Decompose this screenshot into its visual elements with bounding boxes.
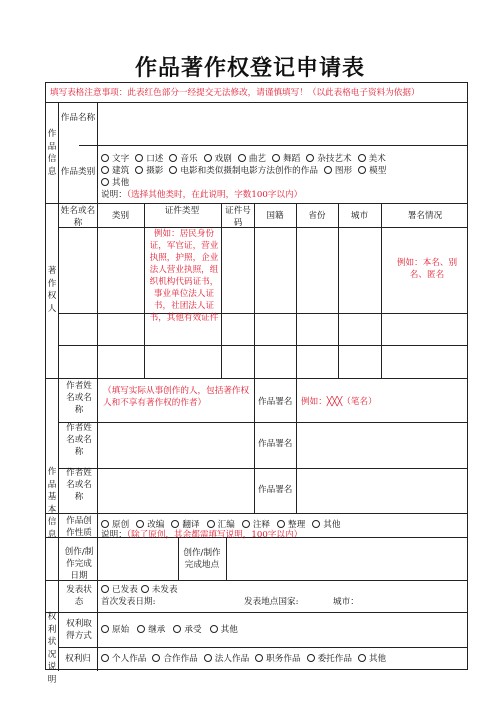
creation-nature-option-label: 其他 xyxy=(323,520,341,530)
radio-circle-icon[interactable] xyxy=(307,654,315,662)
work-category-option-label: 其他 xyxy=(112,178,130,188)
radio-circle-icon[interactable] xyxy=(171,520,179,528)
row-divider xyxy=(46,203,467,204)
radio-circle-icon[interactable] xyxy=(277,520,285,528)
completion-place-field[interactable] xyxy=(227,538,467,579)
radio-circle-icon[interactable] xyxy=(141,585,149,593)
rights-belong-option[interactable] xyxy=(307,654,352,664)
rights-acquire-option[interactable] xyxy=(173,625,201,635)
creation-nature-option-label: 原创 xyxy=(112,520,130,530)
rights-acquire-option[interactable] xyxy=(101,625,129,635)
rights-acquire-option-label: 承受 xyxy=(184,625,202,635)
rights-acquire-option[interactable] xyxy=(210,625,238,635)
col-divider xyxy=(58,378,59,612)
radio-circle-icon[interactable] xyxy=(272,154,280,162)
col-divider xyxy=(97,378,98,671)
radio-circle-icon[interactable] xyxy=(135,154,143,162)
col-divider xyxy=(381,203,382,378)
work-category-option[interactable] xyxy=(135,154,163,164)
publish-country-label: 发表地点国家: xyxy=(244,597,299,607)
work-category-option-label: 建筑 xyxy=(112,166,130,176)
col-divider xyxy=(296,203,297,378)
radio-circle-icon[interactable] xyxy=(136,520,144,528)
form-title: 作品著作权登记申请表 xyxy=(134,55,365,81)
work-category-option[interactable] xyxy=(358,154,386,164)
row-divider xyxy=(58,468,467,469)
basic-info-section-label: 作品基本信息 xyxy=(47,467,57,540)
row-divider xyxy=(58,345,467,346)
rights-acquire-option[interactable] xyxy=(137,625,165,635)
work-category-option[interactable] xyxy=(101,166,129,176)
row-divider xyxy=(58,227,467,228)
work-category-option-label: 图形 xyxy=(334,166,353,176)
work-category-option-label: 杂技艺术 xyxy=(317,154,352,164)
radio-circle-icon[interactable] xyxy=(101,585,109,593)
header-signature: 署名情况 xyxy=(407,211,443,221)
work-category-option[interactable] xyxy=(358,166,386,176)
work-category-option[interactable] xyxy=(101,178,129,188)
row-divider xyxy=(46,378,467,379)
completion-date-label: 创作/制作完成日期 xyxy=(64,547,94,581)
completion-place-label: 创作/制作完成地点 xyxy=(183,548,221,570)
radio-circle-icon[interactable] xyxy=(101,178,109,186)
creation-nature-label: 作品创作性质 xyxy=(66,516,92,538)
work-category-option-label: 文字 xyxy=(112,154,130,164)
header-id-number: 证件号码 xyxy=(225,206,251,228)
author-name-label: 作者姓名或名称 xyxy=(66,381,92,415)
rights-belong-option-label: 其他 xyxy=(368,654,387,664)
radio-circle-icon[interactable] xyxy=(358,166,366,174)
rights-acquire-option-label: 原始 xyxy=(112,625,130,635)
col-divider xyxy=(178,537,179,580)
rights-belong-option[interactable] xyxy=(255,654,300,664)
publish-status-option-label: 未发表 xyxy=(151,585,178,595)
publish-status-label: 发表状态 xyxy=(66,585,92,607)
col-divider xyxy=(296,378,297,513)
radio-circle-icon[interactable] xyxy=(152,654,160,662)
explain-hint: （选择其他类时，在此说明，字数100字以内） xyxy=(126,190,303,200)
first-publish-date-label: 首次发表日期: xyxy=(101,597,156,607)
radio-circle-icon[interactable] xyxy=(101,520,109,528)
col-divider xyxy=(254,203,255,378)
rights-belong-option-label: 合作作品 xyxy=(163,654,198,664)
work-category-option-label: 曲艺 xyxy=(248,154,267,164)
radio-circle-icon[interactable] xyxy=(242,520,250,528)
row-divider xyxy=(58,422,467,423)
rights-acquire-option-label: 其他 xyxy=(220,625,238,635)
radio-circle-icon[interactable] xyxy=(173,625,181,633)
radio-circle-icon[interactable] xyxy=(210,625,218,633)
creation-nature-option-label: 汇编 xyxy=(217,520,235,530)
rights-acquire-option-label: 继承 xyxy=(148,625,166,635)
header-city: 城市 xyxy=(350,211,369,221)
rights-belong-option[interactable] xyxy=(101,654,146,664)
radio-circle-icon[interactable] xyxy=(135,166,143,174)
work-category-option-label: 美术 xyxy=(368,154,386,164)
row-divider xyxy=(58,313,467,314)
col-divider xyxy=(338,203,339,378)
work-signature-example[interactable]: 例如：╳╳╳（笔名） xyxy=(301,397,377,407)
work-category-options-row2[interactable] xyxy=(101,165,392,177)
work-category-options-row1[interactable] xyxy=(101,153,392,165)
radio-circle-icon[interactable] xyxy=(324,166,332,174)
rights-belong-option-label: 法人作品 xyxy=(214,654,250,664)
radio-circle-icon[interactable] xyxy=(358,154,366,162)
work-category-option-label: 戏剧 xyxy=(214,154,232,164)
radio-circle-icon[interactable] xyxy=(207,520,215,528)
header-province: 省份 xyxy=(308,211,326,221)
rights-belong-options[interactable] xyxy=(101,653,392,665)
creation-nature-option-label: 整理 xyxy=(288,520,306,530)
work-category-option[interactable] xyxy=(324,166,352,176)
creation-nature-option-label: 注释 xyxy=(252,520,271,530)
rights-acquire-options[interactable] xyxy=(101,624,246,636)
col-divider xyxy=(97,203,98,378)
work-category-option[interactable] xyxy=(169,154,197,164)
row-divider xyxy=(46,612,467,613)
row-divider xyxy=(58,647,467,648)
work-category-option-label: 模型 xyxy=(369,166,387,176)
rights-belong-option[interactable] xyxy=(204,654,249,664)
work-category-option[interactable] xyxy=(306,154,351,164)
radio-circle-icon[interactable] xyxy=(255,654,263,662)
work-info-section-label: 作品信息 xyxy=(47,129,57,177)
rights-belong-option-label: 职务作品 xyxy=(266,654,301,664)
rights-section-label: 权利状况说明 xyxy=(47,612,57,685)
rights-belong-option[interactable] xyxy=(152,654,197,664)
work-category-option-label: 舞蹈 xyxy=(283,154,301,164)
completion-date-field[interactable] xyxy=(98,538,177,579)
work-category-option-label: 口述 xyxy=(146,154,164,164)
col-divider xyxy=(58,102,59,203)
publish-status-option[interactable] xyxy=(101,585,138,595)
row-divider xyxy=(46,513,467,514)
work-category-explain[interactable] xyxy=(101,189,302,201)
radio-circle-icon[interactable] xyxy=(101,625,109,633)
work-signature-label-2: 作品署名 xyxy=(258,439,293,449)
col-divider xyxy=(144,203,145,378)
col-divider xyxy=(58,612,59,671)
publish-status-option-label: 已发表 xyxy=(112,585,138,595)
header-id-type: 证件类型 xyxy=(164,206,200,216)
rights-acquire-label: 权利取得方式 xyxy=(66,619,92,641)
work-name-field[interactable] xyxy=(98,103,467,145)
work-category-options-row3[interactable] xyxy=(101,177,135,189)
work-category-option-label: 摄影 xyxy=(146,166,164,176)
work-category-label: 作品类别 xyxy=(60,167,96,177)
header-name: 姓名或名称 xyxy=(60,206,96,228)
explain-label: 说明： xyxy=(101,190,127,200)
author-section-label: 著作权人 xyxy=(47,266,57,314)
publish-status-options[interactable] xyxy=(101,584,181,596)
nature-explain-hint: （除了原创，其余都需填写说明，100字以内） xyxy=(126,530,303,540)
rights-belong-option-label: 个人作品 xyxy=(112,654,147,664)
creation-nature-option[interactable] xyxy=(312,520,340,530)
work-signature-label-3: 作品署名 xyxy=(258,485,293,495)
radio-circle-icon[interactable] xyxy=(101,166,109,174)
work-category-option-label: 电影和类似摄制电影方法创作的作品 xyxy=(180,166,318,176)
application-form xyxy=(45,82,468,685)
radio-circle-icon[interactable] xyxy=(312,520,320,528)
row-divider xyxy=(79,145,467,146)
radio-circle-icon[interactable] xyxy=(204,654,212,662)
work-category-option[interactable] xyxy=(101,154,129,164)
radio-circle-icon[interactable] xyxy=(169,154,177,162)
author-name-label-3: 作者姓名或名称 xyxy=(66,468,92,502)
col-divider xyxy=(58,203,59,378)
radio-circle-icon[interactable] xyxy=(204,154,212,162)
work-name-label: 作品名称 xyxy=(60,113,96,123)
radio-circle-icon[interactable] xyxy=(169,166,177,174)
col-divider xyxy=(221,203,222,378)
author-name-label-2: 作者姓名或名称 xyxy=(66,423,92,457)
radio-circle-icon[interactable] xyxy=(358,654,366,662)
nature-explain-label: 说明： xyxy=(101,530,127,540)
id-type-example: 例如：居民身份证，军官证，营业执照，护照，企业法人营业执照，组织机构代码证书，事业单位法人证书，社团法人证书，其他有效证件 xyxy=(149,229,219,323)
row-divider xyxy=(46,580,467,581)
rights-belong-label: 权利归 xyxy=(65,654,91,664)
rights-belong-option[interactable] xyxy=(358,654,386,664)
signature-example: 例如：本名、别名、匿名 xyxy=(396,258,458,280)
work-category-option[interactable] xyxy=(135,166,163,176)
header-category: 类别 xyxy=(111,211,130,221)
radio-circle-icon[interactable] xyxy=(238,154,246,162)
work-category-option[interactable] xyxy=(204,154,232,164)
creation-nature-option-label: 翻译 xyxy=(182,520,200,530)
header-nationality: 国籍 xyxy=(266,211,284,221)
rights-belong-option-label: 委托作品 xyxy=(317,654,352,664)
col-divider xyxy=(254,378,255,513)
author-name-hint: （填写实际从事创作的人，包括著作权人和不享有著作权的作者） xyxy=(103,386,250,408)
radio-circle-icon[interactable] xyxy=(101,654,109,662)
creation-nature-option-label: 改编 xyxy=(147,520,165,530)
publish-city-label: 城市： xyxy=(333,597,359,607)
work-category-option-label: 音乐 xyxy=(180,154,198,164)
work-category-option[interactable] xyxy=(272,154,300,164)
notice-text: 填写表格注意事项：此表红色部分一经提交无法修改，请谨慎填写！（以此表格电子资料为依据） xyxy=(50,88,420,98)
publish-status-option[interactable] xyxy=(141,585,178,595)
radio-circle-icon[interactable] xyxy=(306,154,314,162)
radio-circle-icon[interactable] xyxy=(101,154,109,162)
work-signature-label: 作品署名 xyxy=(258,397,293,407)
radio-circle-icon[interactable] xyxy=(137,625,145,633)
work-category-option[interactable] xyxy=(238,154,266,164)
work-category-option[interactable] xyxy=(169,166,318,176)
